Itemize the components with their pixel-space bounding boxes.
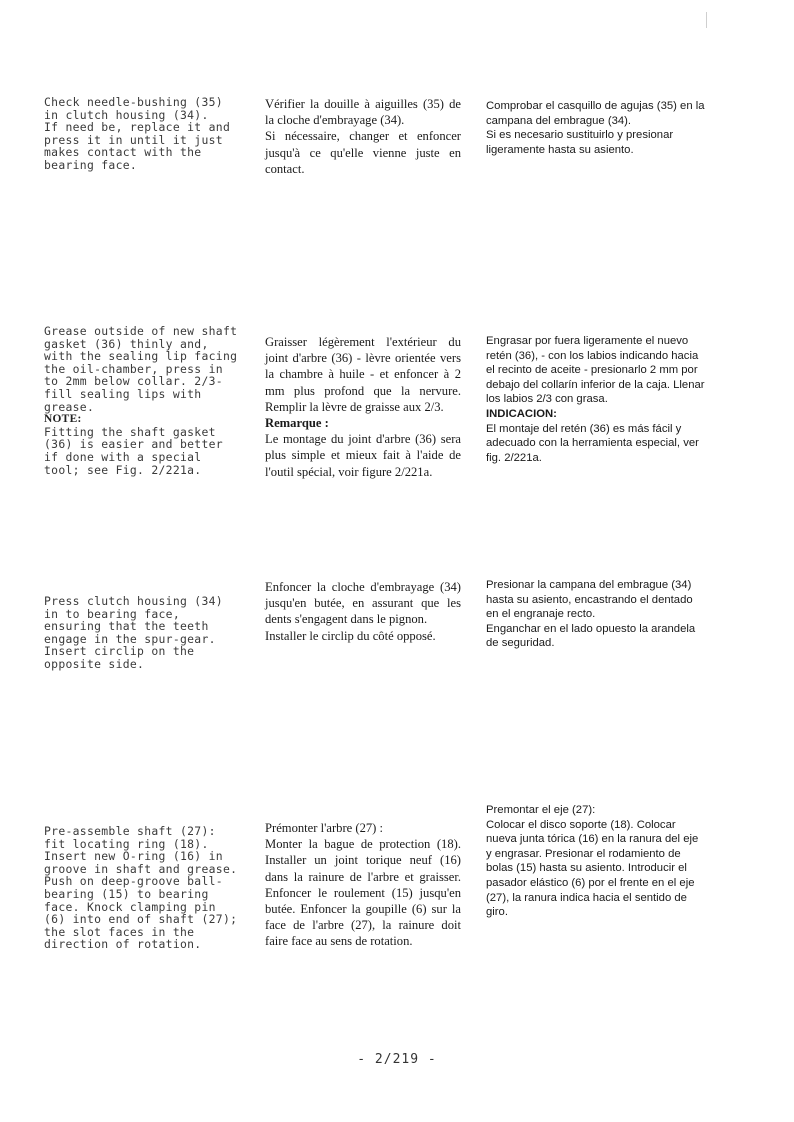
spanish-note-label: INDICACION: bbox=[486, 407, 557, 420]
french-text-block-4 bbox=[265, 820, 461, 950]
french-paragraph: Prémonter l'arbre (27) : bbox=[265, 821, 384, 835]
spanish-paragraph: Si es necesario sustituirlo y presionar ligeramente hasta su asiento. bbox=[486, 129, 674, 156]
french-note-label: Remarque : bbox=[265, 416, 329, 431]
french-paragraph: Graisser légèrement l'extérieur du joint d'arbre (36) - lèvre orientée vers la chambre à huile - et enfoncer à 2 mm plus profond que la nervure. Remplir la lèvre de graisse aux 2/3. bbox=[265, 335, 461, 414]
english-text-block-3: Press clutch housing (34) in to bearing face, ensuring that the teeth engage in the spur-gear. Insert circlip on the opposite side. bbox=[44, 594, 223, 671]
french-text-block-1 bbox=[265, 96, 461, 177]
spanish-paragraph: Enganchar en el lado opuesto la arandela de seguridad. bbox=[486, 622, 696, 650]
spanish-text-block-4 bbox=[486, 803, 706, 920]
french-paragraph: Enfoncer la cloche d'embrayage (34) jusqu'en butée, en assurant que les dents s'engagent dans le pignon. bbox=[265, 580, 461, 627]
spanish-paragraph: Presionar la campana del embrague (34) hasta su asiento, encastrando el dentado en el engranaje recto. bbox=[486, 579, 693, 621]
english-note-label: NOTE: bbox=[44, 413, 82, 426]
spanish-text-block-2 bbox=[486, 334, 706, 465]
spanish-paragraph: Comprobar el casquillo de agujas (35) en la campana del embrague (34). bbox=[486, 100, 705, 127]
french-text-block-2 bbox=[265, 334, 461, 480]
spanish-paragraph: Premontar el eje (27): bbox=[486, 804, 596, 816]
french-paragraph: Installer le circlip du côté opposé. bbox=[265, 628, 436, 643]
spanish-paragraph: Colocar el disco soporte (18). Colocar nueva junta tórica (16) en la ranura del eje y engrasar. Presionar el rodamiento de bolas (15) hasta su asiento. Introducir el pasador elástico (6) por el frente en el eje (27), la ranura indica hacia el sentido de giro. bbox=[486, 818, 699, 919]
spanish-text-block-1 bbox=[486, 99, 706, 157]
french-paragraph: Si nécessaire, changer et enfoncer jusqu'à ce qu'elle vienne juste en contact. bbox=[265, 129, 461, 176]
french-text-block-3 bbox=[265, 579, 461, 644]
english-text-block-4: Pre-assemble shaft (27): fit locating ring (18). Insert new O-ring (16) in groove in shaft and grease. Push on deep-groove ball- bearing (15) to bearing face. Knock clamping pin (6) into end of shaft (27); the slot faces in the direction of rotation. bbox=[44, 824, 238, 952]
english-paragraph: Grease outside of new shaft gasket (36) thinly and, with the sealing lip facing the oil-chamber, press in to 2mm below collar. 2/3- fill sealing lips with grease. bbox=[44, 324, 238, 414]
spanish-text-block-3 bbox=[486, 578, 706, 651]
spanish-paragraph: Engrasar por fuera ligeramente el nuevo retén (36), - con los labios indicando hacia el recinto de aceite - presionarlo 2 mm por debajo del collarín inferior de la caja. Llenar los labios 2/3 con grasa. bbox=[486, 335, 705, 406]
scan-mark bbox=[706, 12, 707, 28]
spanish-note: El montaje del retén (36) es más fácil y adecuado con la herramienta especial, ver fig. 2/221a. bbox=[486, 422, 699, 464]
english-note: Fitting the shaft gasket (36) is easier and better if done with a special tool; see Fig. 2/221a. bbox=[44, 424, 223, 477]
page-number: - 2/219 - bbox=[357, 1052, 437, 1067]
french-paragraph: Vérifier la douille à aiguilles (35) de la cloche d'embrayage (34). bbox=[265, 97, 461, 128]
french-paragraph: Monter la bague de protection (18). Installer un joint torique neuf (16) dans la rainure de l'arbre et graisser. Enfoncer le roulement (15) jusqu'en butée. Enfoncer la goupille (6) sur la face de l'arbre (27), la rainure doit faire face au sens de rotation. bbox=[265, 837, 461, 949]
english-text-block-1: Check needle-bushing (35) in clutch housing (34). If need be, replace it and press it in until it just makes contact with the bearing face. bbox=[44, 95, 231, 172]
english-text-block-2 bbox=[44, 325, 254, 476]
french-note: Le montage du joint d'arbre (36) sera plus simple et mieux fait à l'aide de l'outil spécial, voir figure 2/221a. bbox=[265, 432, 461, 479]
